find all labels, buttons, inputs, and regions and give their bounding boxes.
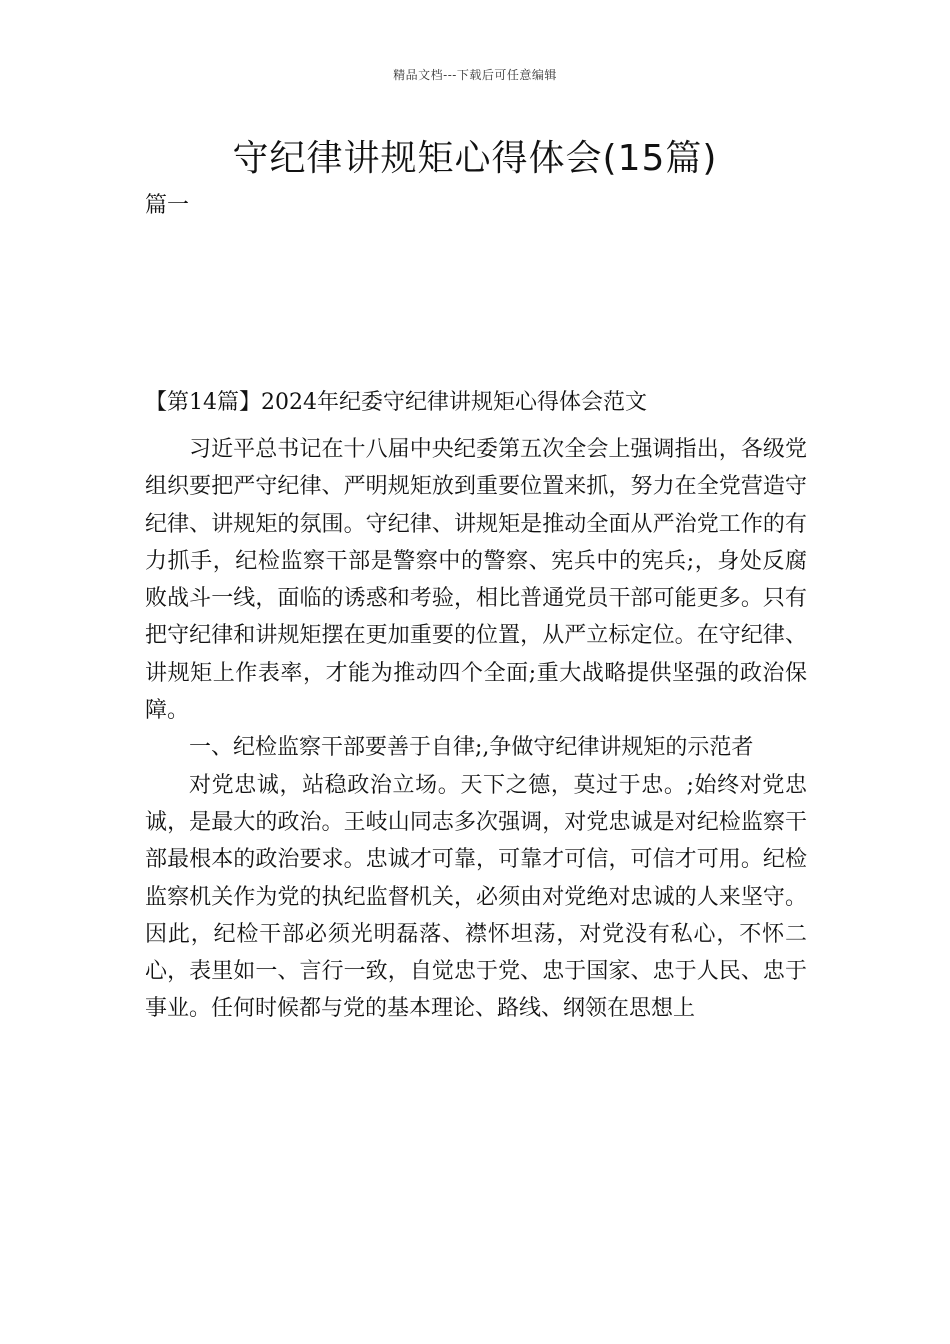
paragraph-intro: 习近平总书记在十八届中央纪委第五次全会上强调指出，各级党组织要把严守纪律、严明规矩放到重要位置来抓，努力在全党营造守纪律、讲规矩的氛围。守纪律、讲规矩是推动全面从严治党工作的有力抓手，纪检监察干部是警察中的警察、宪兵中的宪兵;，身处反腐败战斗一线，面临的诱惑和考验，相比普通党员干部可能更多。只有把守纪律和讲规矩摆在更加重要的位置，从严立标定位。在守纪律、讲规矩上作表率，才能为推动四个全面;重大战略提供坚强的政治保障。: [145, 437, 807, 724]
section-label: 篇一: [145, 193, 190, 218]
article-heading: 【第14篇】2024年纪委守纪律讲规矩心得体会范文: [145, 390, 647, 415]
paragraph-loyalty: 对党忠诚，站稳政治立场。天下之德，莫过于忠。;始终对党忠诚，是最大的政治。王岐山同志多次强调，对党忠诚是对纪检监察干部最根本的政治要求。忠诚才可靠，可靠才可信，可信才可用。纪检监察机关作为党的执纪监督机关，必须由对党绝对忠诚的人来坚守。因此，纪检干部必须光明磊落、襟怀坦荡，对党没有私心，不怀二心，表里如一、言行一致，自觉忠于党、忠于国家、忠于人民、忠于事业。任何时候都与党的基本理论、路线、纲领在思想上: [145, 772, 807, 1022]
article-body: [145, 431, 807, 1028]
document-title: 守纪律讲规矩心得体会(15篇): [232, 138, 718, 179]
header-note: 精品文档---下载后可任意编辑: [393, 68, 557, 82]
paragraph-section-heading: 一、纪检监察干部要善于自律;,争做守纪律讲规矩的示范者: [189, 735, 754, 761]
